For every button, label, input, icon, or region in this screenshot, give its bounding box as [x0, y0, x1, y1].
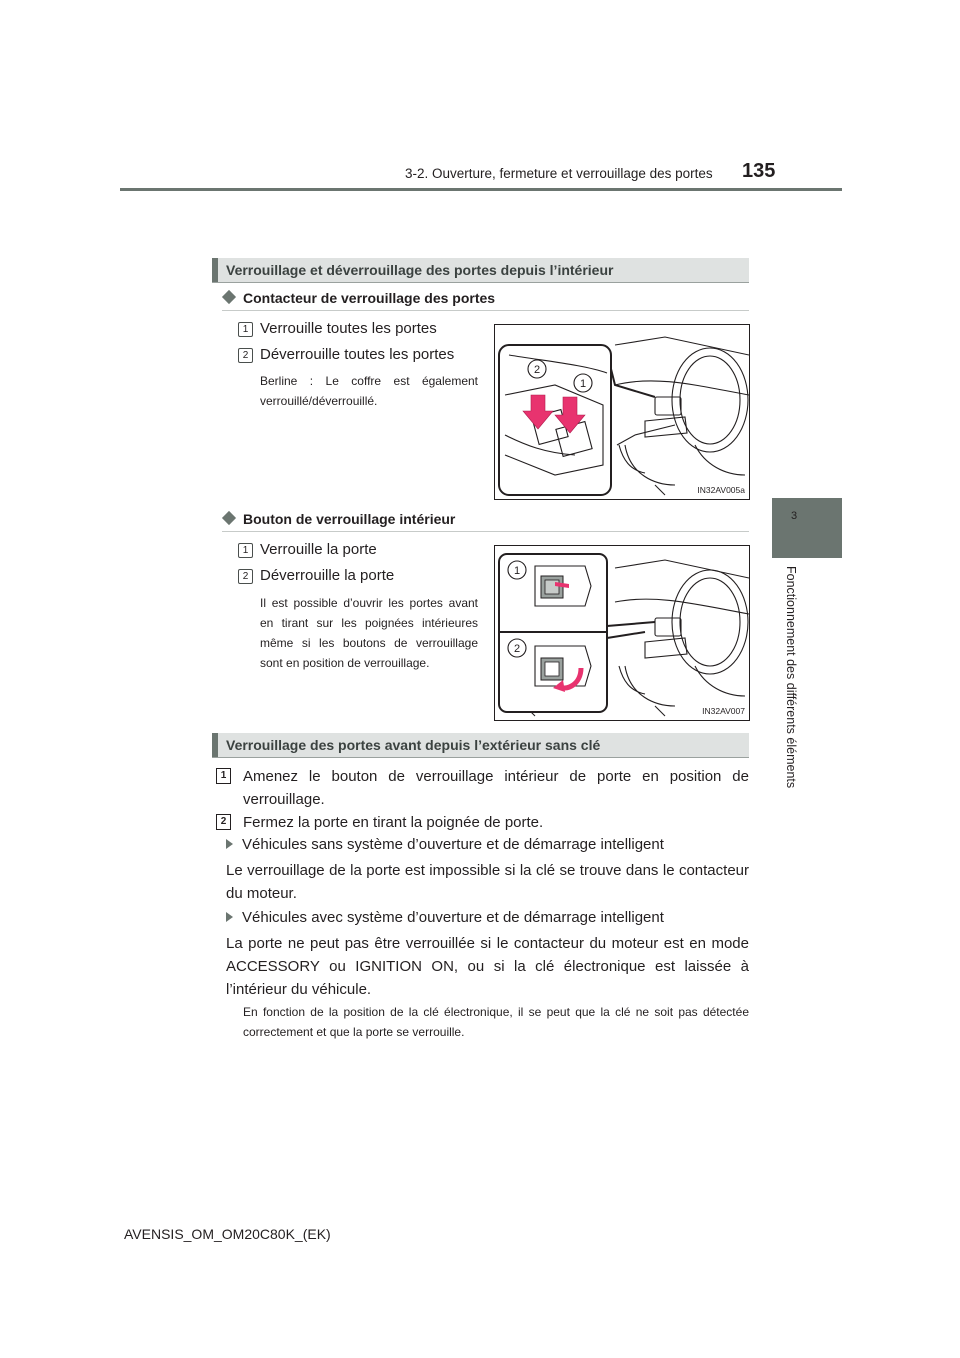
item-number: 1: [238, 543, 253, 558]
section-bar-exterior-locking: [212, 733, 749, 758]
svg-text:2: 2: [533, 364, 541, 376]
document-code: AVENSIS_OM_OM20C80K_(EK): [124, 1226, 331, 1242]
case-label: Véhicules sans système d’ouverture et de démarrage intelligent: [226, 836, 664, 853]
item-number: 1: [238, 322, 253, 337]
figure-interior-lock-button: [494, 545, 750, 721]
item-text: Déverrouille la porte: [260, 567, 395, 584]
section-bar-interior-locking: [212, 258, 749, 283]
triangle-bullet-icon: [226, 839, 233, 849]
item-text: Verrouille la porte: [260, 541, 377, 558]
subsection-rule: [222, 531, 749, 532]
chapter-tab: [772, 498, 842, 558]
case-label: Véhicules avec système d’ouverture et de démarrage intelligent: [226, 909, 664, 926]
figure-code: IN32AV007: [702, 706, 745, 716]
triangle-bullet-icon: [226, 912, 233, 922]
figure-door-lock-switch: [494, 324, 750, 500]
subsection-heading-interior-button: Bouton de verrouillage intérieur: [222, 511, 455, 527]
case-text: La porte ne peut pas être verrouillée si le contacteur du moteur est en mode ACCESSORY ou IGNITION ON, ou si la clé électronique est laissée à l’intérieur du véhicule.: [226, 935, 749, 998]
svg-text:1: 1: [513, 565, 521, 577]
header-rule: [120, 188, 842, 191]
case-note: En fonction de la position de la clé électronique, il se peut que la clé ne soit pas détectée correctement et que la porte se verrouille.: [243, 1005, 749, 1039]
step-number: 2: [216, 814, 231, 830]
item-note: Il est possible d’ouvrir les portes avant en tirant sur les poignées intérieures même si les boutons de verrouillage sont en position de verrouillage.: [260, 596, 478, 670]
door-handle-illustration: [495, 546, 749, 720]
item-note: Berline : Le coffre est également verrouillé/déverrouillé.: [260, 374, 478, 408]
diamond-icon: [222, 511, 236, 525]
svg-text:2: 2: [513, 643, 521, 655]
svg-text:1: 1: [579, 378, 587, 390]
subsection-heading-lock-switch: Contacteur de verrouillage des portes: [222, 290, 495, 306]
section-title: Verrouillage et déverrouillage des portes depuis l’intérieur: [226, 262, 614, 278]
case-text: Le verrouillage de la porte est impossible si la clé se trouve dans le contacteur du moteur.: [226, 862, 749, 902]
subsection-rule: [222, 310, 749, 311]
running-header: 3-2. Ouverture, fermeture et verrouillage des portes: [405, 166, 713, 181]
step-text: Fermez la porte en tirant la poignée de porte.: [243, 814, 544, 831]
chapter-title: Fonctionnement des différents éléments: [784, 566, 798, 789]
step-number: 1: [216, 768, 231, 784]
chapter-number: 3: [791, 510, 798, 522]
item-number: 2: [238, 348, 253, 363]
diamond-icon: [222, 290, 236, 304]
item-text: Déverrouille toutes les portes: [260, 346, 455, 363]
item-number: 2: [238, 569, 253, 584]
item-text: Verrouille toutes les portes: [260, 320, 437, 337]
step-text: Amenez le bouton de verrouillage intérieur de porte en position de verrouillage.: [243, 768, 749, 808]
section-title: Verrouillage des portes avant depuis l’extérieur sans clé: [226, 737, 601, 753]
figure-code: IN32AV005a: [697, 485, 745, 495]
page-number: 135: [742, 160, 776, 182]
dashboard-illustration: [495, 325, 749, 499]
